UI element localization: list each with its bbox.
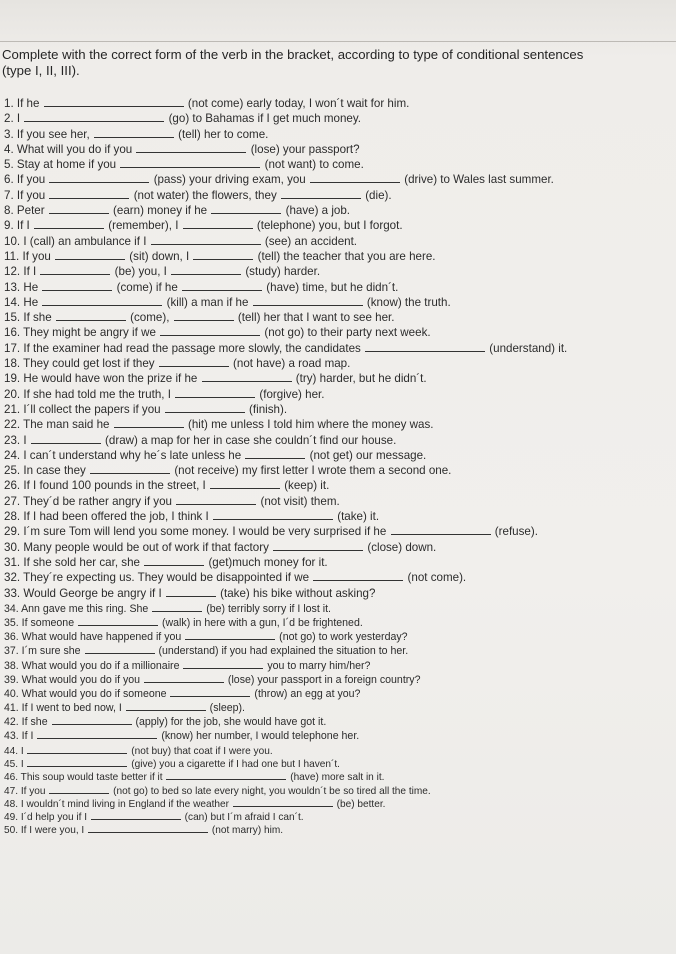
item-text: (understand) it. [486,341,568,355]
answer-blank[interactable] [27,756,127,767]
item-number: 40. [4,687,22,700]
item-text: Peter [16,204,48,218]
exercise-item [4,672,664,686]
answer-blank[interactable] [365,341,485,352]
item-text: (study) harder. [242,265,321,279]
item-text: (not visit) them. [257,494,340,508]
item-text: I [20,758,27,770]
item-text: If you see her, [16,127,93,141]
item-text: What would you do if a millionaire [21,659,183,672]
answer-blank[interactable] [52,714,132,725]
item-text: (not go) to their party next week. [261,326,431,340]
item-text: (have) time, but he didn´t. [263,280,399,294]
item-number: 20. [4,387,24,401]
item-text: If she [23,311,55,325]
item-text: They´re expecting us. They would be disappointed if we [23,571,313,585]
item-text: (not come) early today, I won´t wait for him. [184,97,410,110]
item-text: (have) a job. [282,204,351,218]
answer-blank[interactable] [126,700,206,711]
answer-blank[interactable] [273,540,363,551]
item-number: 22. [4,418,24,432]
item-text: (not go) to bed so late every night, you wouldn´t be so tired all the time. [110,785,431,797]
item-text: (not marry) him. [209,825,284,837]
item-number: 11. [4,249,23,263]
item-text: I can´t understand why he´s late unless he [23,448,245,462]
item-text: If I [21,730,37,743]
answer-blank[interactable] [24,111,164,122]
item-text: (come), [126,311,173,325]
instructions [2,47,642,79]
item-text: I wouldn´t mind living in England if the weather [20,798,232,810]
exercise-item [4,96,664,111]
item-number: 7. [4,188,17,202]
item-text: (pass) your driving exam, you [150,173,309,187]
item-text: What would you do if you [21,673,143,686]
answer-blank[interactable] [202,371,292,382]
item-text: (draw) a map for her in case she couldn´t find our house. [101,433,397,447]
exercise-item [4,809,664,822]
item-text: (apply) for the job, she would have got it. [132,716,327,729]
instructions-line-2: (type I, II, III). [2,63,80,78]
answer-blank[interactable] [210,478,280,489]
exercise-item [4,341,664,356]
item-number: 16. [4,326,24,340]
exercise-item [4,686,664,700]
item-text: (sit) down, I [126,249,193,263]
answer-blank[interactable] [120,157,260,168]
item-text: (not receive) my first letter I wrote them a second one. [171,464,452,478]
item-text: They might be angry if we [23,326,160,340]
item-text: (telephone) you, but I forgot. [253,219,403,233]
exercise-item [4,387,664,402]
answer-blank[interactable] [34,218,104,229]
item-text: (forgive) her. [256,387,325,401]
answer-blank[interactable] [85,643,155,654]
item-text: What would you do if someone [21,687,170,700]
item-text: I´m sure she [21,645,84,658]
item-text: In case they [23,464,90,478]
item-number: 43. [4,730,22,743]
item-text: (hit) me unless I told him where the money was. [184,418,434,432]
item-text: I [16,112,24,126]
item-text: (not water) the flowers, they [130,188,280,202]
answer-blank[interactable] [165,402,245,413]
item-text: (see) an accident. [261,234,358,248]
answer-blank[interactable] [88,822,208,833]
item-number: 46. [4,772,21,784]
item-text: (tell) her to come. [174,127,269,141]
answer-blank[interactable] [55,249,125,260]
answer-blank[interactable] [160,325,260,336]
answer-blank[interactable] [144,555,204,566]
item-text: (come) if he [113,280,182,294]
answer-blank[interactable] [213,509,333,520]
item-text: I´ll collect the papers if you [23,402,164,416]
item-text: If you [22,249,55,263]
answer-blank[interactable] [49,188,129,199]
item-text: (lose) your passport? [247,142,360,156]
item-text: This soup would taste better if it [20,772,166,784]
instructions-line-1: Complete with the correct form of the verb in the bracket, according to type of conditional sentences [2,47,584,62]
item-number: 23. [4,433,24,447]
exercise-item [4,700,664,714]
answer-blank[interactable] [136,142,246,153]
item-number: 39. [4,673,22,686]
exercise-item [4,478,664,493]
answer-blank[interactable] [56,310,126,321]
item-number: 48. [4,798,21,810]
item-number: 47. [4,785,21,797]
item-text: If she had told me the truth, I [23,387,175,401]
exercise-item [4,555,664,570]
item-text: (die). [361,188,392,202]
item-text: (have) more salt in it. [287,772,385,784]
item-text: If someone [21,616,78,629]
answer-blank[interactable] [37,728,157,739]
item-number: 38. [4,659,22,672]
item-text: Many people would be out of work if that factory [23,540,273,554]
item-number: 49. [4,812,21,824]
item-text: (not have) a road map. [229,357,351,371]
item-text: (sleep). [206,702,246,715]
exercise-item [4,769,664,782]
answer-blank[interactable] [281,188,361,199]
exercise-item [4,249,664,264]
item-text: (be) better. [333,798,386,810]
item-number: 27. [4,494,24,508]
answer-blank[interactable] [391,524,491,535]
item-text: (not buy) that coat if I were you. [128,745,273,757]
answer-blank[interactable] [253,295,363,306]
item-text: What would have happened if you [21,631,185,644]
answer-blank[interactable] [166,769,286,780]
answer-blank[interactable] [183,658,263,669]
item-text: If she [21,716,51,729]
exercise-item [4,280,664,295]
exercise-item [4,188,664,203]
exercise-item [4,629,664,643]
item-text: If she sold her car, she [23,555,144,569]
answer-blank[interactable] [40,264,110,275]
item-text: (remember), I [105,219,182,233]
item-number: 5. [4,158,17,172]
exercise-item [4,643,664,657]
item-number: 35. [4,616,22,629]
answer-blank[interactable] [159,356,229,367]
item-number: 30. [4,540,24,554]
item-text: (tell) the teacher that you are here. [254,249,436,263]
answer-blank[interactable] [90,463,170,474]
item-number: 2. [4,112,17,126]
item-number: 4. [4,142,17,156]
item-text: (be) you, I [111,265,171,279]
answer-blank[interactable] [211,203,281,214]
item-text: (take) his bike without asking? [216,586,376,600]
item-text: I´m sure Tom will lend you some money. I would be very surprised if he [23,525,390,539]
item-text: (kill) a man if he [163,295,252,309]
item-text: If you [20,785,49,797]
answer-blank[interactable] [185,629,275,640]
exercise-item [4,570,664,585]
item-text: (drive) to Wales last summer. [400,173,554,187]
exercise-item [4,714,664,728]
answer-blank[interactable] [182,280,262,291]
exercise-item [4,658,664,672]
item-number: 14. [4,295,24,309]
exercise-item [4,356,664,371]
item-number: 31. [4,555,24,569]
item-text: (earn) money if he [109,204,211,218]
item-number: 41. [4,702,22,715]
item-text: He [23,280,42,294]
answer-blank[interactable] [166,586,216,597]
answer-blank[interactable] [144,672,224,683]
item-text: (close) down. [364,540,437,554]
item-text: (be) terribly sorry if I lost it. [203,602,331,615]
answer-blank[interactable] [151,234,261,245]
item-number: 18. [4,357,24,371]
item-number: 15. [4,311,24,325]
exercise-item [4,234,664,249]
item-text: (take) it. [333,510,380,524]
item-number: 3. [4,127,17,141]
exercise-item [4,796,664,809]
top-divider [0,41,676,42]
item-text: If you [16,173,49,187]
item-number: 26. [4,479,24,493]
item-number: 36. [4,631,22,644]
item-number: 17. [4,341,24,355]
item-number: 19. [4,372,24,386]
item-text: If I [23,265,40,279]
item-number: 34. [4,602,22,615]
exercise-item [4,203,664,218]
item-text: (lose) your passport in a foreign country? [224,673,421,686]
exercise-item [4,157,664,172]
exercise-item [4,783,664,796]
item-text: They could get lost if they [23,357,158,371]
answer-blank[interactable] [174,310,234,321]
item-number: 50. [4,825,21,837]
exercise-item [4,142,664,157]
exercise-item [4,402,664,417]
answer-blank[interactable] [310,172,400,183]
exercise-item [4,601,664,615]
item-number: 8. [4,204,17,218]
answer-blank[interactable] [42,295,162,306]
item-text: If I [16,219,33,233]
exercise-item [4,540,664,555]
exercise-item [4,524,664,539]
exercise-item [4,509,664,524]
exercise-item [4,127,664,142]
exercise-item [4,586,664,601]
answer-blank[interactable] [183,218,253,229]
answer-blank[interactable] [94,127,174,138]
item-text: (not want) to come. [261,158,364,172]
item-text: you to marry him/her? [264,659,371,672]
item-number: 10. [4,234,24,248]
item-text: I´d help you if I [20,812,90,824]
exercise-item [4,111,664,126]
item-text: (refuse). [491,525,538,539]
item-text: (give) you a cigarette if I had one but I haven´t. [128,758,340,770]
item-number: 1. [4,97,17,110]
item-number: 24. [4,448,24,462]
item-number: 42. [4,716,22,729]
item-text: Would George be angry if I [23,586,165,600]
item-number: 28. [4,510,24,524]
item-text: They´d be rather angry if you [23,494,176,508]
item-text: (try) harder, but he didn´t. [292,372,427,386]
item-text: (know) the truth. [363,295,451,309]
answer-blank[interactable] [78,615,158,626]
item-text: The man said he [23,418,113,432]
item-text: (not come). [404,571,467,585]
exercise-item [4,615,664,629]
answer-blank[interactable] [31,433,101,444]
exercise-item [4,172,664,187]
item-number: 29. [4,525,24,539]
exercise-item [4,756,664,769]
item-text: (get)much money for it. [205,555,328,569]
item-number: 33. [4,586,24,600]
item-text: He would have won the prize if he [23,372,201,386]
item-text: If you [16,188,49,202]
item-text: I (call) an ambulance if I [23,234,150,248]
item-text: (not get) our message. [306,448,427,462]
exercise-item [4,264,664,279]
item-number: 12. [4,265,24,279]
answer-blank[interactable] [49,783,109,794]
exercise-item [4,371,664,386]
item-text: What will you do if you [16,142,136,156]
answer-blank[interactable] [175,387,255,398]
answer-blank[interactable] [245,448,305,459]
exercise-item [4,822,664,835]
item-text: Stay at home if you [16,158,120,172]
item-number: 32. [4,571,24,585]
answer-blank[interactable] [171,264,241,275]
exercise-item [4,463,664,478]
item-text: (understand) if you had explained the situation to her. [155,645,409,658]
exercise-list [4,96,664,836]
item-text: If the examiner had read the passage more slowly, the candidates [23,341,365,355]
exercise-item [4,417,664,432]
answer-blank[interactable] [193,249,253,260]
item-text: If I found 100 pounds in the street, I [23,479,209,493]
item-text: (know) her number, I would telephone her. [158,730,360,743]
exercise-item [4,448,664,463]
item-text: (finish). [245,402,288,416]
answer-blank[interactable] [152,601,202,612]
item-text: (keep) it. [280,479,330,493]
answer-blank[interactable] [91,809,181,820]
item-text: If I had been offered the job, I think I [23,510,212,524]
exercise-item [4,728,664,742]
exercise-item [4,295,664,310]
item-text: (walk) in here with a gun, I´d be frightened. [159,616,363,629]
item-text: If I went to bed now, I [21,702,125,715]
item-number: 9. [4,219,17,233]
answer-blank[interactable] [44,96,184,107]
item-number: 37. [4,645,22,658]
item-number: 45. [4,758,21,770]
exercise-item [4,743,664,756]
answer-blank[interactable] [176,494,256,505]
item-number: 6. [4,173,17,187]
answer-blank[interactable] [27,743,127,754]
item-text: (tell) her that I want to see her. [234,311,395,325]
exercise-item [4,494,664,509]
item-text: (not go) to work yesterday? [276,631,408,644]
item-number: 13. [4,280,24,294]
exercise-item [4,433,664,448]
item-text: (go) to Bahamas if I get much money. [165,112,362,126]
item-number: 44. [4,745,21,757]
answer-blank[interactable] [42,280,112,291]
answer-blank[interactable] [49,172,149,183]
exercise-item [4,325,664,340]
item-number: 21. [4,402,24,416]
item-text: Ann gave me this ring. She [21,602,152,615]
exercise-item [4,310,664,325]
item-text: If I were you, I [20,825,88,837]
item-text: (can) but I´m afraid I can´t. [181,812,304,824]
answer-blank[interactable] [313,570,403,581]
item-number: 25. [4,464,24,478]
answer-blank[interactable] [233,796,333,807]
exercise-item [4,218,664,233]
item-text: I [20,745,27,757]
item-text: He [23,295,42,309]
item-text: (throw) an egg at you? [251,687,361,700]
answer-blank[interactable] [170,686,250,697]
item-text: If he [16,97,43,110]
item-text: I [23,433,30,447]
answer-blank[interactable] [114,417,184,428]
answer-blank[interactable] [49,203,109,214]
